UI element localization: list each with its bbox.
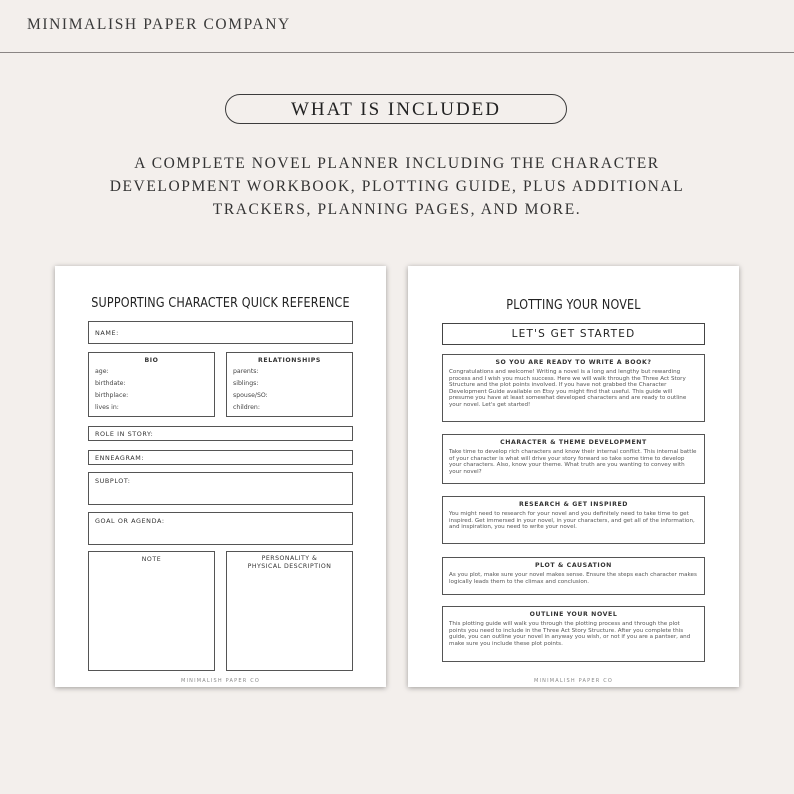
section-body: As you plot, make sure your novel makes sense. Ensure the steps each character makes logically leads them to the climax and conclusion. [449, 572, 697, 585]
physical-description-heading: PHYSICAL DESCRIPTION [247, 563, 332, 570]
section-box [442, 557, 705, 595]
section-box [442, 606, 705, 662]
bio-field: birthdate: [95, 380, 126, 387]
relationship-field: parents: [233, 368, 259, 375]
goal-label: GOAL OR AGENDA: [95, 517, 165, 525]
page-footer: MINIMALISH PAPER CO [180, 678, 261, 684]
personality-box [226, 551, 353, 671]
section-heading: PLOT & CAUSATION [535, 562, 612, 569]
page-title: SUPPORTING CHARACTER QUICK REFERENCE [91, 296, 350, 311]
relationship-field: spouse/SO: [233, 392, 268, 399]
enneagram-field-box [88, 450, 353, 465]
note-heading: NOTE [141, 556, 162, 563]
role-label: ROLE IN STORY: [95, 430, 154, 438]
character-reference-page [55, 266, 386, 687]
page-footer: MINIMALISH PAPER CO [533, 678, 614, 684]
section-box [442, 496, 705, 544]
note-box [88, 551, 215, 671]
goal-field-box [88, 512, 353, 545]
brand-name: MINIMALISH PAPER COMPANY [27, 16, 291, 33]
name-label: NAME: [95, 329, 119, 337]
bio-field: age: [95, 368, 109, 375]
header-divider [0, 52, 794, 53]
relationships-heading: RELATIONSHIPS [258, 357, 321, 364]
get-started-banner: LET'S GET STARTED [442, 323, 705, 345]
bio-box [88, 352, 215, 417]
section-body: You might need to research for your novel and you definitely need to take time to get inspired. Get immersed in your novel, in your characters, and get all of the information, and inspiration, you need to write your novel. [449, 511, 695, 531]
relationships-box [226, 352, 353, 417]
plotting-guide-page [408, 266, 739, 687]
section-box [442, 434, 705, 484]
subplot-field-box [88, 472, 353, 505]
personality-heading: PERSONALITY & [261, 555, 318, 562]
subplot-label: SUBPLOT: [95, 477, 131, 485]
section-heading: CHARACTER & THEME DEVELOPMENT [500, 439, 647, 446]
section-body: Congratulations and welcome! Writing a novel is a long and lengthy but rewarding process and I wish you much success. Here we will walk through the Three Act Story Structure and the plot points involved. If you have not grabbed the Character Development Guide available on Etsy you might find that useful. This guide will presume you have at least somewhat developed characters and are ready to outline your novel. Let's get started! [449, 369, 687, 408]
section-heading: SO YOU ARE READY TO WRITE A BOOK? [495, 359, 652, 366]
enneagram-label: ENNEAGRAM: [95, 454, 145, 462]
name-field-box [88, 321, 353, 344]
section-body: Take time to develop rich characters and know their internal conflict. This internal battle of your character is what will drive your story forward so take some time to develop your characters. Also, know your theme. What truth are you wanting to convey with your novel? [449, 449, 697, 475]
bio-field: lives in: [95, 404, 119, 411]
bio-field: birthplace: [95, 392, 129, 399]
what-is-included-heading: WHAT IS INCLUDED [225, 94, 567, 124]
relationship-field: children: [233, 404, 260, 411]
bio-heading: BIO [144, 357, 159, 364]
product-description: A COMPLETE NOVEL PLANNER INCLUDING THE CHARACTER DEVELOPMENT WORKBOOK, PLOTTING GUIDE, PLUS ADDITIONAL TRACKERS, PLANNING PAGES, AND MORE. [109, 155, 685, 218]
role-field-box [88, 426, 353, 441]
section-heading: RESEARCH & GET INSPIRED [518, 501, 629, 508]
section-heading: OUTLINE YOUR NOVEL [529, 611, 618, 618]
section-body: This plotting guide will walk you through the plotting process and through the plot points you need to include in the Three Act Story Structure. After you complete this guide, you can outline your novel in anyway you wish, or not if you are a pantser, and make sure you include these plot points. [449, 621, 691, 647]
section-box [442, 354, 705, 422]
relationship-field: siblings: [233, 380, 259, 387]
page-title: PLOTTING YOUR NOVEL [506, 298, 641, 313]
